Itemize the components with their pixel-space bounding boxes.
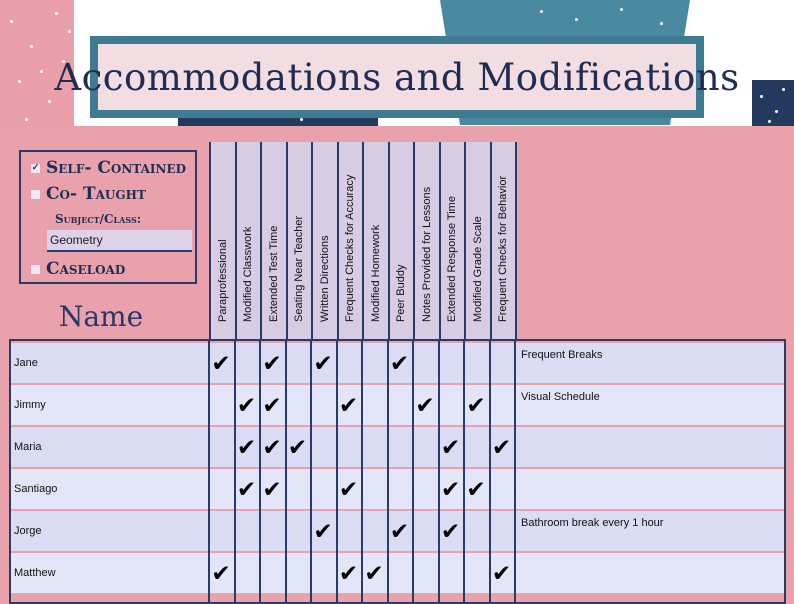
co-taught-checkbox[interactable] bbox=[31, 190, 40, 199]
check-mark[interactable]: ✔ bbox=[313, 518, 333, 544]
student-name[interactable]: Matthew bbox=[14, 567, 56, 579]
subject-input[interactable] bbox=[47, 230, 192, 252]
other-note[interactable]: Frequent Breaks bbox=[521, 349, 603, 361]
check-mark[interactable]: ✔ bbox=[440, 434, 461, 460]
column-header bbox=[260, 142, 288, 340]
self-contained-checkbox[interactable]: ✓ bbox=[31, 162, 40, 173]
student-name[interactable]: Jorge bbox=[14, 525, 42, 537]
check-mark[interactable]: ✔ bbox=[491, 434, 512, 460]
speck bbox=[30, 45, 33, 48]
grid-line bbox=[514, 339, 516, 604]
speck bbox=[68, 30, 71, 33]
column-header bbox=[464, 142, 492, 340]
check-mark[interactable]: ✔ bbox=[211, 350, 231, 376]
column-header bbox=[439, 142, 467, 340]
option-caseload[interactable] bbox=[31, 259, 125, 279]
check-mark[interactable]: ✔ bbox=[313, 350, 333, 376]
column-header-label: Extended Test Time bbox=[267, 225, 280, 322]
check-mark[interactable]: ✔ bbox=[364, 560, 384, 586]
check-mark[interactable]: ✔ bbox=[262, 434, 282, 460]
column-header-label: Notes Provided for Lessons bbox=[420, 186, 433, 322]
check-mark[interactable]: ✔ bbox=[262, 350, 282, 376]
speck bbox=[40, 70, 43, 73]
speck bbox=[18, 80, 21, 83]
class-type-box bbox=[19, 150, 197, 284]
grid-line bbox=[412, 339, 414, 604]
column-header-label: Modified Grade Scale bbox=[471, 216, 484, 322]
column-header-label: Paraprofessional bbox=[216, 239, 229, 322]
check-mark[interactable]: ✔ bbox=[415, 392, 435, 418]
check-mark[interactable]: ✔ bbox=[236, 434, 257, 460]
check-mark[interactable]: ✔ bbox=[466, 392, 486, 418]
speck bbox=[575, 18, 578, 21]
column-header bbox=[311, 142, 339, 340]
column-header bbox=[490, 142, 518, 340]
decorative-navy-blob-right bbox=[752, 80, 794, 130]
grid-line bbox=[285, 339, 287, 604]
speck bbox=[540, 10, 543, 13]
title-banner bbox=[54, 44, 740, 110]
speck bbox=[775, 110, 778, 113]
check-mark[interactable]: ✔ bbox=[491, 560, 512, 586]
column-header-label: Seating Near Teacher bbox=[293, 215, 306, 322]
column-header-label: Modified Homework bbox=[369, 224, 382, 322]
student-name[interactable]: Jimmy bbox=[14, 399, 46, 411]
column-header bbox=[337, 142, 365, 340]
caseload-checkbox[interactable] bbox=[31, 265, 40, 274]
column-header bbox=[388, 142, 416, 340]
column-header-label: Frequent Checks for Accuracy bbox=[344, 174, 357, 322]
column-header-label: Written Directions bbox=[318, 235, 331, 322]
check-mark[interactable]: ✔ bbox=[440, 518, 461, 544]
other-note[interactable]: Bathroom break every 1 hour bbox=[521, 517, 664, 529]
option-co-taught[interactable] bbox=[31, 184, 146, 204]
check-mark[interactable]: ✔ bbox=[440, 476, 461, 502]
self-contained-label: Self- Contained bbox=[46, 158, 187, 178]
student-name[interactable]: Maria bbox=[14, 441, 42, 453]
speck bbox=[782, 88, 785, 91]
speck bbox=[25, 118, 28, 121]
check-mark[interactable]: ✔ bbox=[262, 476, 282, 502]
check-mark[interactable]: ✔ bbox=[236, 392, 257, 418]
page-title: Accommodations and Modifications bbox=[54, 55, 740, 99]
name-column-heading: Name bbox=[58, 300, 144, 333]
column-header bbox=[209, 142, 237, 340]
check-mark[interactable]: ✔ bbox=[211, 560, 231, 586]
column-header bbox=[362, 142, 390, 340]
student-name[interactable]: Santiago bbox=[14, 483, 58, 495]
check-mark[interactable]: ✔ bbox=[338, 392, 359, 418]
student-name[interactable]: Jane bbox=[14, 357, 38, 369]
check-mark[interactable]: ✔ bbox=[466, 476, 486, 502]
speck bbox=[660, 22, 663, 25]
other-header-cell bbox=[515, 142, 789, 340]
speck bbox=[760, 95, 763, 98]
speck bbox=[768, 120, 771, 123]
check-mark[interactable]: ✔ bbox=[262, 392, 282, 418]
check-mark[interactable]: ✔ bbox=[338, 476, 359, 502]
speck bbox=[10, 20, 13, 23]
column-header bbox=[413, 142, 441, 340]
option-self-contained[interactable] bbox=[31, 158, 186, 178]
speck bbox=[620, 8, 623, 11]
column-header bbox=[286, 142, 314, 340]
column-header-label: Extended Response Time bbox=[446, 196, 459, 322]
check-mark[interactable]: ✔ bbox=[287, 434, 308, 460]
column-header bbox=[235, 142, 263, 340]
speck bbox=[55, 12, 58, 15]
subject-label: Subject/Class: bbox=[55, 212, 142, 226]
check-mark[interactable]: ✔ bbox=[338, 560, 359, 586]
check-mark[interactable]: ✔ bbox=[389, 350, 410, 376]
check-mark[interactable]: ✔ bbox=[389, 518, 410, 544]
column-header-label: Frequent Checks for Behavior bbox=[497, 175, 510, 322]
speck bbox=[300, 118, 303, 121]
speck bbox=[48, 100, 51, 103]
check-mark[interactable]: ✔ bbox=[236, 476, 257, 502]
co-taught-label: Co- Taught bbox=[46, 184, 146, 204]
column-header-label: Peer Buddy bbox=[395, 264, 408, 322]
other-note[interactable]: Visual Schedule bbox=[521, 391, 600, 403]
column-header-label: Modified Classwork bbox=[242, 226, 255, 322]
caseload-label: Caseload bbox=[46, 259, 126, 279]
